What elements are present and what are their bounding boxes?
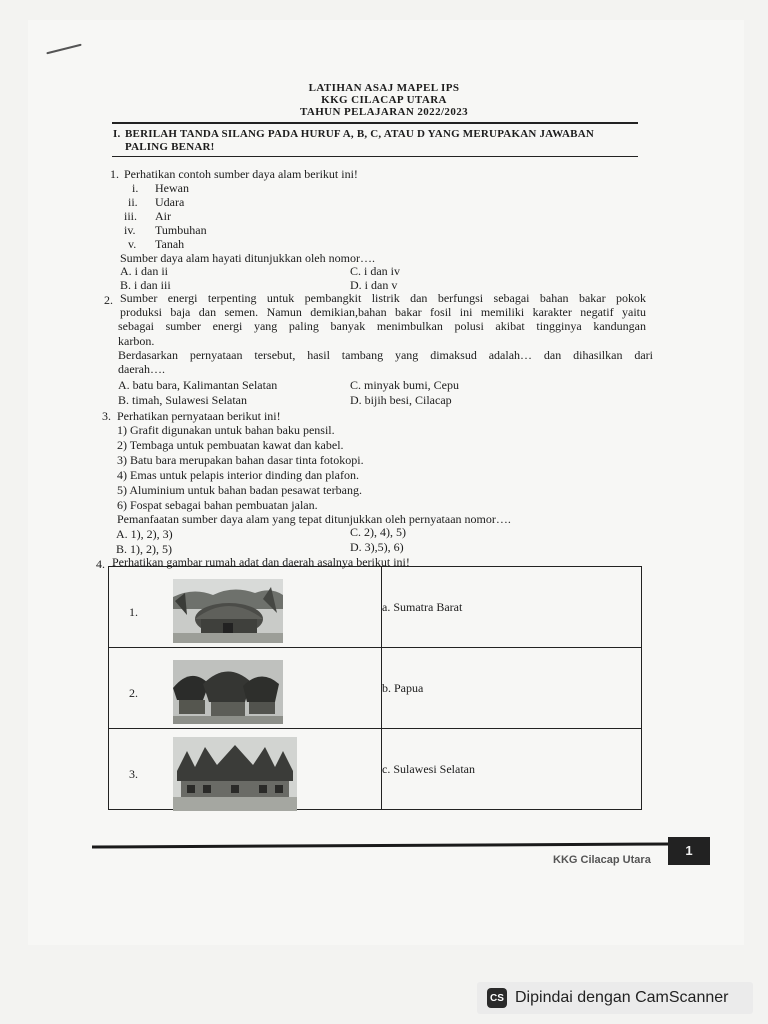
q1-item-text: Udara (155, 195, 185, 209)
q3-option-b[interactable]: B. 1), 2), 5) (116, 542, 172, 556)
house-image-cell (109, 567, 382, 648)
q3-statement: 3) Batu bara merupakan bahan dasar tinta fotokopi. (117, 453, 364, 467)
question-1-stem: Perhatikan contoh sumber daya alam berikut ini! (124, 167, 358, 181)
q1-item-roman: iii. (124, 209, 138, 223)
q1-item-roman: i. (132, 181, 139, 195)
question-2-line: Sumber energi terpenting untuk pembangkit listrik dan berfungsi sebagai bahan bakar pokok (120, 291, 646, 305)
region-label: c. Sulawesi Selatan (382, 729, 642, 810)
region-label: a. Sumatra Barat (382, 567, 642, 648)
row-number: 3. (129, 767, 138, 781)
question-2-line: karbon. (118, 334, 155, 348)
gadang-house-photo (173, 737, 297, 811)
q1-item-text: Air (155, 209, 171, 223)
row-number: 1. (129, 605, 138, 619)
question-2-number: 2. (104, 293, 113, 307)
header-title: LATIHAN ASAJ MAPEL IPS (308, 82, 460, 94)
q2-option-b[interactable]: B. timah, Sulawesi Selatan (118, 393, 247, 407)
tongkonan-house-photo (173, 660, 283, 724)
question-3-number: 3. (102, 409, 111, 423)
question-4-number: 4. (96, 557, 105, 571)
row-number: 2. (129, 686, 138, 700)
honai-house-photo (173, 579, 283, 643)
question-4-stem: Perhatikan gambar rumah adat dan daerah asalnya berikut ini! (112, 555, 410, 569)
region-label: b. Papua (382, 648, 642, 729)
q1-option-d[interactable]: D. i dan v (350, 278, 398, 292)
q2-option-d[interactable]: D. bijih besi, Cilacap (350, 393, 452, 407)
section-title-line2: PALING BENAR! (125, 141, 215, 153)
q1-item-text: Hewan (155, 181, 189, 195)
house-region-table (108, 566, 642, 810)
q2-option-c[interactable]: C. minyak bumi, Cepu (350, 378, 459, 392)
table-row (109, 567, 642, 648)
q3-option-c[interactable]: C. 2), 4), 5) (350, 525, 406, 539)
header-school-year: TAHUN PELAJARAN 2022/2023 (299, 106, 469, 118)
question-3-stem: Perhatikan pernyataan berikut ini! (117, 409, 281, 423)
q1-option-c[interactable]: C. i dan iv (350, 264, 400, 278)
question-2-line: sebagai sumber energi yang paling banyak menimbulkan polusi akibat tingginya kandungan (118, 319, 646, 333)
q3-statement: 6) Fospat sebagai bahan pembuatan jalan. (117, 498, 318, 512)
q1-item-roman: v. (128, 237, 137, 251)
header-rule (112, 122, 638, 124)
camscanner-watermark (477, 982, 753, 1014)
watermark-text: Dipindai dengan CamScanner (515, 989, 729, 1006)
section-rule (112, 156, 638, 157)
q3-option-d[interactable]: D. 3),5), 6) (350, 540, 404, 554)
q3-statement: 2) Tembaga untuk pembuatan kawat dan kabel. (117, 438, 344, 452)
q1-option-b[interactable]: B. i dan iii (120, 278, 171, 292)
q2-option-a[interactable]: A. batu bara, Kalimantan Selatan (118, 378, 278, 392)
q3-statement: 5) Aluminium untuk bahan badan pesawat terbang. (117, 483, 362, 497)
q1-item-text: Tumbuhan (155, 223, 207, 237)
section-instruction (113, 128, 653, 154)
header-organization: KKG CILACAP UTARA (321, 94, 447, 106)
q1-option-a[interactable]: A. i dan ii (120, 264, 168, 278)
section-title-line1: BERILAH TANDA SILANG PADA HURUF A, B, C, ATAU D YANG MERUPAKAN JAWABAN (125, 128, 595, 140)
question-1-number: 1. (110, 167, 119, 181)
document-header (0, 82, 768, 118)
question-2-line: daerah…. (118, 362, 165, 376)
q1-item-roman: iv. (124, 223, 136, 237)
q3-statement: 1) Grafit digunakan untuk bahan baku pensil. (117, 423, 335, 437)
question-2-line: Berdasarkan pernyataan tersebut, hasil tambang yang dimaksud adalah… dan dihasilkan dari (118, 348, 653, 362)
q3-option-a[interactable]: A. 1), 2), 3) (116, 527, 173, 541)
table-row (109, 648, 642, 729)
q1-item-text: Tanah (155, 237, 185, 251)
house-image-cell (109, 648, 382, 729)
question-1-prompt: Sumber daya alam hayati ditunjukkan oleh nomor…. (120, 251, 375, 265)
footer-label: KKG Cilacap Utara (553, 854, 651, 866)
section-number: I. (113, 128, 121, 140)
camscanner-logo-icon: CS (487, 988, 507, 1008)
q1-item-roman: ii. (128, 195, 138, 209)
question-2-line: produksi baja dan semen. Namun demikian,bahan bakar fosil ini memiliki karakter negatif yaitu (120, 305, 646, 319)
question-3-prompt: Pemanfaatan sumber daya alam yang tepat ditunjukkan oleh pernyataan nomor…. (117, 512, 511, 526)
page-number: 1 (668, 837, 710, 865)
house-image-cell (109, 729, 382, 810)
q3-statement: 4) Emas untuk pelapis interior dinding dan plafon. (117, 468, 359, 482)
table-row (109, 729, 642, 810)
